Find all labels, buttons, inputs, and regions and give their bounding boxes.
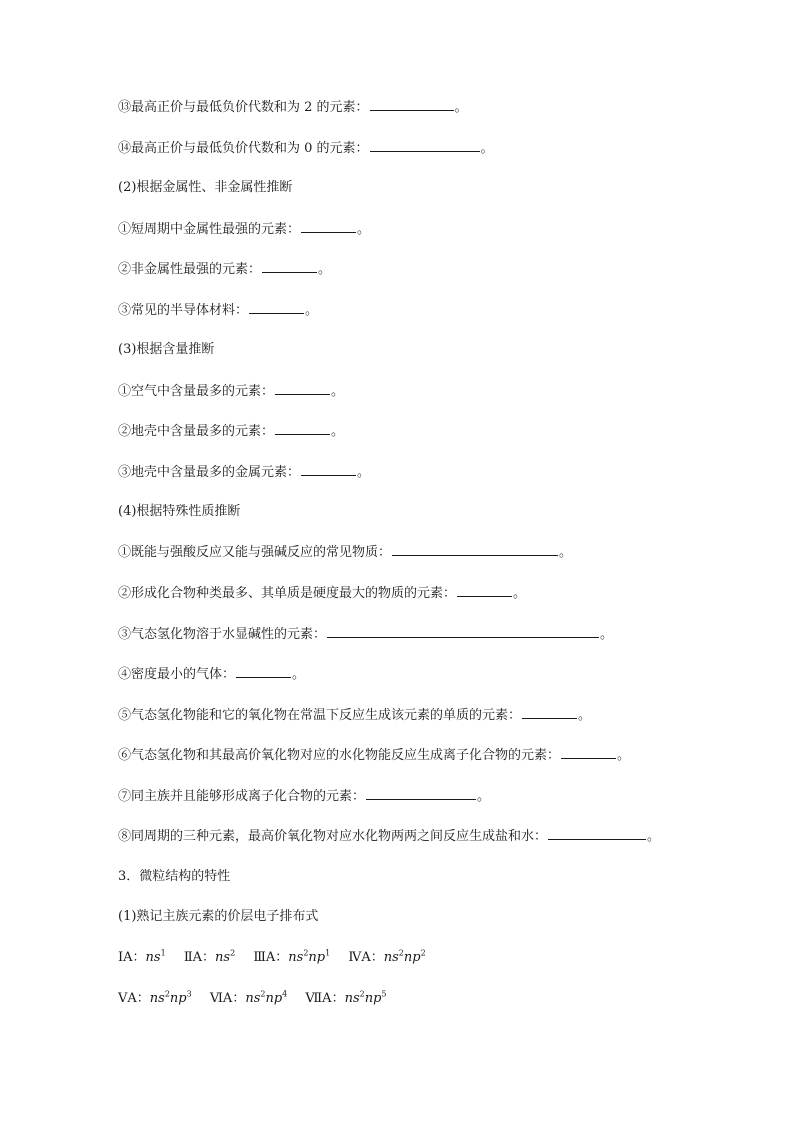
ns-term: ns — [383, 950, 399, 965]
heading-metal-nonmetal — [118, 179, 292, 197]
config-5A — [118, 991, 192, 1006]
item-special-2-end: 。 — [513, 586, 527, 601]
heading-2-text: (2)根据金属性、非金属性推断 — [118, 180, 293, 195]
item-metal-2-end: 。 — [318, 262, 332, 277]
item-content-2-end: 。 — [331, 424, 345, 439]
item-metal-1-end: 。 — [357, 222, 371, 237]
item-special-2 — [118, 584, 526, 602]
item-special-6 — [118, 746, 630, 764]
section-3-text: 3．微粒结构的特性 — [118, 869, 231, 884]
config-row-2 — [118, 990, 387, 1008]
heading-content — [118, 341, 214, 359]
answer-blank-content-3[interactable] — [301, 463, 356, 476]
item-content-2 — [118, 422, 344, 440]
answer-blank-special-3[interactable] — [327, 625, 599, 638]
item-metal-3 — [118, 301, 318, 319]
item-special-8-text: ⑧同周期的三种元素，最高价氧化物对应水化物两两之间反应生成盐和水： — [118, 829, 548, 844]
ns-exponent: 2 — [164, 989, 170, 999]
ns-exponent: 1 — [160, 948, 166, 958]
item-metal-1 — [118, 220, 370, 238]
ns-term: ns — [145, 950, 161, 965]
np-term: np — [364, 991, 382, 1006]
item-special-2-text: ②形成化合物种类最多、其单质是硬度最大的物质的元素： — [118, 586, 457, 601]
item-special-6-end: 。 — [617, 748, 631, 763]
np-exponent: 3 — [186, 989, 192, 999]
subsection-1-heading — [118, 908, 318, 926]
item-special-8 — [118, 827, 660, 845]
answer-blank-special-7[interactable] — [366, 787, 476, 800]
np-exponent: 5 — [381, 989, 387, 999]
item-content-3-text: ③地壳中含量最多的金属元素： — [118, 465, 301, 480]
ns-exponent: 2 — [260, 989, 266, 999]
answer-blank-special-1[interactable] — [392, 543, 558, 556]
item-special-8-end: 。 — [647, 829, 661, 844]
ns-exponent: 2 — [398, 948, 404, 958]
group-label: ⅢA： — [253, 950, 289, 965]
item-content-1 — [118, 382, 344, 400]
answer-blank-special-8[interactable] — [548, 827, 646, 840]
answer-blank-special-6[interactable] — [561, 746, 616, 759]
item-special-6-text: ⑥气态氢化物和其最高价氧化物对应的水化物能反应生成离子化合物的元素： — [118, 748, 561, 763]
item-metal-3-end: 。 — [305, 303, 319, 318]
item-special-1 — [118, 543, 572, 561]
config-3A — [253, 950, 330, 965]
item-special-5-text: ⑤气态氢化物能和它的氧化物在常温下反应生成该元素的单质的元素： — [118, 708, 522, 723]
item-metal-3-text: ③常见的半导体材料： — [118, 303, 249, 318]
config-6A — [210, 991, 287, 1006]
ns-exponent: 2 — [230, 948, 236, 958]
item-special-7 — [118, 787, 490, 805]
heading-4-text: (4)根据特殊性质推断 — [118, 504, 241, 519]
ns-exponent: 2 — [303, 948, 309, 958]
item-special-5-end: 。 — [578, 708, 592, 723]
group-label: ⅡA： — [183, 950, 216, 965]
config-7A — [305, 991, 386, 1006]
answer-blank-metal-3[interactable] — [249, 301, 304, 314]
item-special-4-end: 。 — [292, 667, 306, 682]
item-special-4-text: ④密度最小的气体： — [118, 667, 236, 682]
ns-term: ns — [245, 991, 261, 1006]
subsection-1-text: (1)熟记主族元素的价层电子排布式 — [118, 909, 319, 924]
np-term: np — [308, 950, 326, 965]
ns-term: ns — [288, 950, 304, 965]
np-exponent: 1 — [325, 948, 331, 958]
item-special-7-end: 。 — [477, 789, 491, 804]
item-13-text: ⑬最高正价与最低负价代数和为 2 的元素： — [118, 100, 369, 115]
item-content-2-text: ②地壳中含量最多的元素： — [118, 424, 275, 439]
item-metal-2 — [118, 260, 331, 278]
item-14 — [118, 139, 494, 157]
answer-blank-special-4[interactable] — [236, 665, 291, 678]
group-label: ⅥA： — [209, 991, 246, 1006]
heading-3-text: (3)根据含量推断 — [118, 342, 215, 357]
item-special-3-text: ③气态氢化物溶于水显碱性的元素： — [118, 627, 327, 642]
answer-blank-metal-1[interactable] — [301, 220, 356, 233]
answer-blank-special-2[interactable] — [457, 584, 512, 597]
np-term: np — [403, 950, 421, 965]
item-14-end: 。 — [480, 141, 494, 156]
answer-blank-content-1[interactable] — [275, 382, 330, 395]
answer-blank-14[interactable] — [370, 139, 480, 152]
config-2A — [184, 950, 235, 965]
config-1A — [118, 950, 166, 965]
item-content-3-end: 。 — [357, 465, 371, 480]
group-label: ⅣA： — [348, 950, 384, 965]
np-exponent: 2 — [420, 948, 426, 958]
item-special-3-end: 。 — [600, 627, 614, 642]
group-label: ⅠA： — [118, 950, 146, 965]
config-4A — [348, 950, 425, 965]
item-special-1-text: ①既能与强酸反应又能与强碱反应的常见物质： — [118, 545, 392, 560]
item-special-1-end: 。 — [559, 545, 573, 560]
ns-term: ns — [215, 950, 231, 965]
np-term: np — [265, 991, 283, 1006]
ns-exponent: 2 — [359, 989, 365, 999]
answer-blank-metal-2[interactable] — [262, 260, 317, 273]
item-13-end: 。 — [454, 100, 468, 115]
item-13 — [118, 98, 468, 116]
heading-special — [118, 503, 240, 521]
group-label: ⅤA： — [118, 991, 150, 1006]
group-label: ⅦA： — [305, 991, 345, 1006]
item-content-3 — [118, 463, 370, 481]
item-content-1-text: ①空气中含量最多的元素： — [118, 384, 275, 399]
answer-blank-13[interactable] — [370, 98, 454, 111]
item-content-1-end: 。 — [331, 384, 345, 399]
ns-term: ns — [344, 991, 360, 1006]
config-row-1 — [118, 949, 426, 967]
item-metal-2-text: ②非金属性最强的元素： — [118, 262, 262, 277]
ns-term: ns — [149, 991, 165, 1006]
np-exponent: 4 — [282, 989, 288, 999]
item-special-7-text: ⑦同主族并且能够形成离子化合物的元素： — [118, 789, 366, 804]
section-3-heading — [118, 868, 230, 886]
item-special-5 — [118, 706, 591, 724]
np-term: np — [169, 991, 187, 1006]
answer-blank-content-2[interactable] — [275, 422, 330, 435]
item-special-4 — [118, 665, 305, 683]
answer-blank-special-5[interactable] — [522, 706, 577, 719]
item-14-text: ⑭最高正价与最低负价代数和为 0 的元素： — [118, 141, 369, 156]
item-metal-1-text: ①短周期中金属性最强的元素： — [118, 222, 301, 237]
item-special-3 — [118, 625, 613, 643]
